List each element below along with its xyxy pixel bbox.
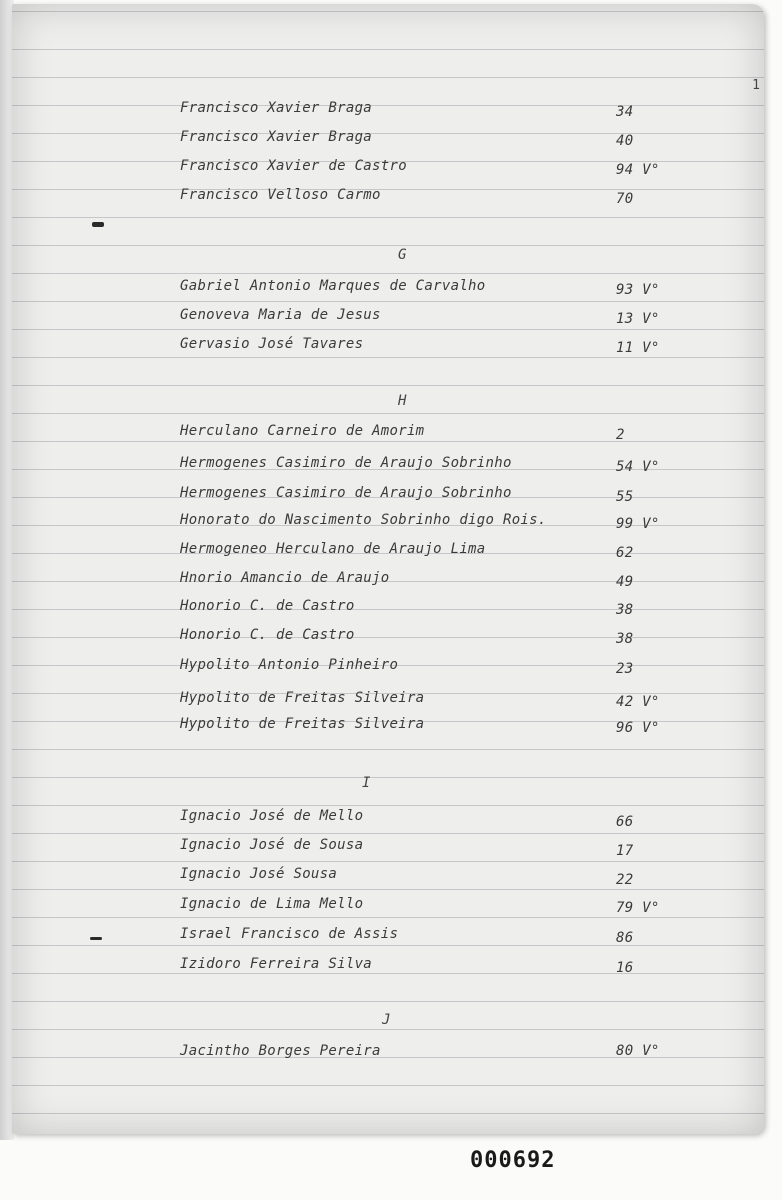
- index-entry-name: Herculano Carneiro de Amorim: [180, 423, 425, 439]
- index-entry-name: Honorio C. de Castro: [180, 598, 355, 614]
- index-entry-name: Ignacio José de Mello: [180, 808, 364, 824]
- index-entry-name: Honorio C. de Castro: [180, 627, 355, 643]
- index-entry-page: 2: [616, 427, 625, 443]
- index-entry-name: Francisco Xavier Braga: [180, 100, 373, 116]
- index-entry-name: Francisco Velloso Carmo: [180, 187, 381, 203]
- section-letter-i: I: [362, 775, 371, 791]
- index-entry-name: Francisco Xavier Braga: [180, 129, 373, 145]
- index-entry-page: 55: [616, 489, 634, 505]
- index-entry-name: Gervasio José Tavares: [180, 336, 364, 352]
- index-entry-page: 22: [616, 872, 634, 888]
- index-entry-page: 16: [616, 960, 634, 976]
- index-entry-page: 80 V°: [616, 1043, 660, 1059]
- section-letter-j: J: [382, 1012, 391, 1028]
- index-entry-page: 49: [616, 574, 634, 590]
- index-entry-name: Honorato do Nascimento Sobrinho digo Rois.: [180, 512, 547, 528]
- index-entry-name: Hypolito de Freitas Silveira: [180, 716, 425, 732]
- corner-mark: 1: [752, 78, 760, 93]
- index-entry-name: Francisco Xavier de Castro: [180, 158, 407, 174]
- index-entry-page: 34: [616, 104, 634, 120]
- index-entry-page: 99 V°: [616, 516, 660, 532]
- index-entry-page: 38: [616, 602, 634, 618]
- index-entry-name: Hypolito Antonio Pinheiro: [180, 657, 399, 673]
- index-entry-name: Hermogenes Casimiro de Araujo Sobrinho: [180, 485, 512, 501]
- index-entry-name: Hypolito de Freitas Silveira: [180, 690, 425, 706]
- index-entry-page: 11 V°: [616, 340, 660, 356]
- index-entry-name: Hermogenes Casimiro de Araujo Sobrinho: [180, 455, 512, 471]
- index-entry-page: 70: [616, 191, 634, 207]
- index-entry-name: Ignacio José de Sousa: [180, 837, 364, 853]
- index-entry-page: 42 V°: [616, 694, 660, 710]
- index-entry-name: Israel Francisco de Assis: [180, 926, 399, 942]
- index-entry-name: Hnorio Amancio de Araujo: [180, 570, 390, 586]
- index-entry-page: 86: [616, 930, 634, 946]
- index-entry-name: Genoveva Maria de Jesus: [180, 307, 381, 323]
- section-letter-h: H: [398, 393, 407, 409]
- index-entry-page: 17: [616, 843, 634, 859]
- index-entry-page: 66: [616, 814, 634, 830]
- index-entry-page: 62: [616, 545, 634, 561]
- section-letter-g: G: [398, 247, 407, 263]
- ink-smudge: [92, 222, 104, 227]
- ink-smudge: [90, 937, 102, 940]
- index-entry-page: 40: [616, 133, 634, 149]
- index-entry-name: Gabriel Antonio Marques de Carvalho: [180, 278, 486, 294]
- index-entry-page: 38: [616, 631, 634, 647]
- archive-stamp-number: 000692: [470, 1148, 556, 1173]
- index-entry-page: 23: [616, 661, 634, 677]
- index-entry-page: 93 V°: [616, 282, 660, 298]
- index-entry-page: 54 V°: [616, 459, 660, 475]
- index-entry-name: Ignacio José Sousa: [180, 866, 338, 882]
- index-entry-page: 96 V°: [616, 720, 660, 736]
- index-entry-name: Jacintho Borges Pereira: [180, 1043, 381, 1059]
- index-entry-page: 94 V°: [616, 162, 660, 178]
- index-entry-name: Hermogeneo Herculano de Araujo Lima: [180, 541, 486, 557]
- index-entry-name: Izidoro Ferreira Silva: [180, 956, 373, 972]
- index-entry-name: Ignacio de Lima Mello: [180, 896, 364, 912]
- index-entry-page: 79 V°: [616, 900, 660, 916]
- index-entry-page: 13 V°: [616, 311, 660, 327]
